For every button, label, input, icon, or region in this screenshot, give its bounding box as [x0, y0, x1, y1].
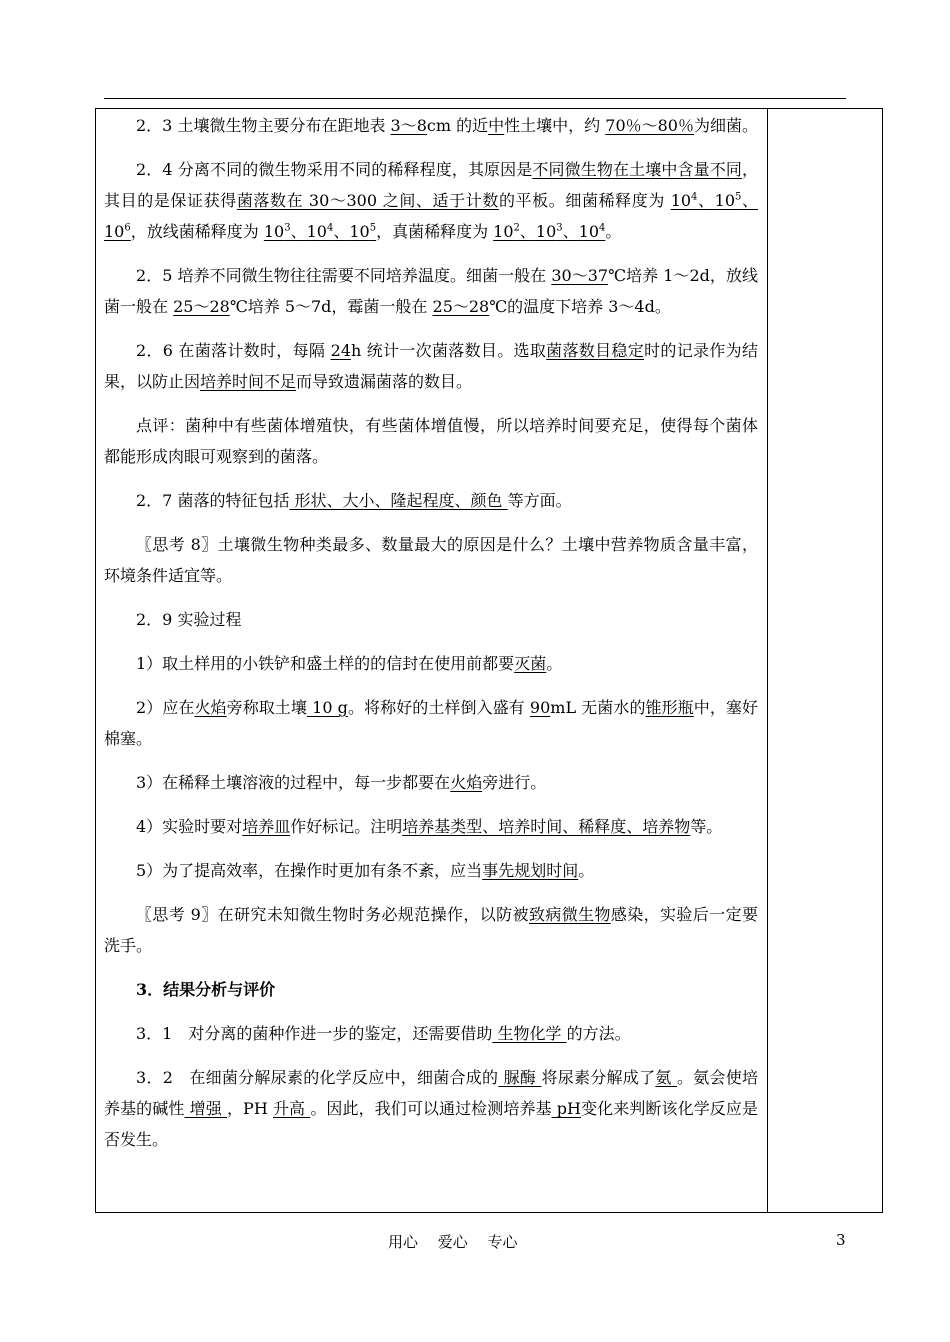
answer-blank: 、	[519, 222, 536, 241]
text-run: 2．5 培养不同微生物往往需要不同培养温度。细菌一般在	[136, 266, 552, 285]
answer-blank: 、	[562, 222, 579, 241]
text-run: 的方法。	[566, 1024, 631, 1043]
text-run: 2．6 在菌落计数时，每隔	[136, 341, 331, 360]
answer-blank: 培养皿	[242, 817, 291, 836]
text-run: 〖思考 9〗在研究未知微生物时务必规范操作，以防被	[136, 905, 529, 924]
text-run: 2．4 分离不同的微生物采用不同的稀释程度，其原因是	[136, 160, 533, 179]
text-run: 而导致遗漏菌落的数目。	[296, 372, 473, 391]
answer-blank: 10	[306, 222, 327, 241]
answer-blank: 4	[599, 222, 606, 234]
answer-blank: 3～8	[390, 116, 427, 135]
text-run: 。	[578, 861, 595, 880]
text-run: ，PH	[226, 1099, 273, 1118]
paragraph-p25	[104, 260, 758, 322]
text-run: 作好标记。注明	[290, 817, 403, 836]
answer-blank: 70％～80％	[605, 116, 694, 135]
text-run: ，真菌稀释度为	[376, 222, 494, 241]
answer-blank: 培养基类型、培养时间、稀释度、培养物	[402, 817, 691, 836]
text-run: ℃的温度下培养 3～4d。	[489, 297, 671, 316]
text-run: 感染，实验后一定要洗手。	[104, 905, 758, 955]
paragraph-p31	[104, 1018, 758, 1049]
text-run: 4）实验时要对	[136, 817, 243, 836]
text-run: 点评：菌种中有些菌体增殖快，有些菌体增值慢，所以培养时间要充足，使得每个菌体都能形成肉眼可观察到的菌落。	[104, 416, 758, 466]
answer-blank: 24	[330, 341, 351, 360]
text-run: h 统计一次菌落数目。选取	[351, 341, 547, 360]
answer-blank: 锥形瓶	[645, 698, 694, 717]
paragraph-p29	[104, 604, 758, 635]
answer-blank: 形状、大小、隆起程度、颜色	[289, 491, 508, 510]
answer-blank: 3	[556, 222, 563, 234]
paragraph-s3	[104, 767, 758, 798]
answer-blank: 3	[284, 222, 291, 234]
paragraph-p32	[104, 1062, 758, 1155]
answer-blank: 10	[535, 222, 557, 241]
answer-blank: 25～28	[432, 297, 490, 316]
text-run: 1）取土样用的小铁铲和盛土样的的信封在使用前都要	[136, 654, 515, 673]
answer-blank: 5	[735, 191, 742, 203]
answer-blank: 10	[714, 191, 735, 210]
text-run: cm 的近	[426, 116, 489, 135]
document-body	[104, 110, 758, 1168]
text-run: 。因此，我们可以通过检测培养基	[310, 1099, 552, 1118]
answer-blank: 致病微生物	[528, 905, 611, 924]
text-run: 为细菌。	[694, 116, 759, 135]
answer-blank: 火焰	[450, 773, 483, 792]
text-run: 〖思考 8〗土壤微生物种类最多、数量最大的原因是什么？土壤中营养物质含量丰富，环境条件适宜等。	[104, 535, 758, 585]
answer-blank: 、	[290, 222, 307, 241]
answer-blank: 4	[326, 222, 334, 234]
text-run: 性土壤中，约	[504, 116, 606, 135]
text-run: 。氨会使培养基的碱性	[104, 1068, 758, 1118]
answer-blank: 10	[349, 222, 370, 241]
answer-blank: 5	[369, 222, 377, 234]
text-run: 等。	[690, 817, 723, 836]
answer-blank: 90	[529, 698, 551, 717]
text-run: 2）应在	[136, 698, 195, 717]
text-run: 。	[605, 222, 622, 241]
answer-blank: 增强	[184, 1099, 227, 1118]
table-column-divider	[767, 108, 768, 1213]
text-run: 中，塞好棉塞。	[104, 698, 758, 748]
answer-blank: 事先规划时间	[482, 861, 579, 880]
answer-blank: 灭菌	[514, 654, 547, 673]
header-rule	[104, 98, 846, 99]
text-run: 2．3 土壤微生物主要分布在距地表	[136, 116, 391, 135]
page-number: 3	[836, 1231, 846, 1249]
answer-blank: 培养时间不足	[200, 372, 297, 391]
text-run: 3．2 在细菌分解尿素的化学反应中，细菌合成的	[136, 1068, 499, 1087]
answer-blank: 4	[691, 191, 698, 203]
text-run: 变化来判断该化学反应是否发生。	[104, 1099, 758, 1149]
answer-blank: 10	[104, 222, 125, 241]
answer-blank: 、	[697, 191, 715, 210]
answer-blank: 30～37	[551, 266, 609, 285]
text-run: 2．7 菌落的特征包括	[136, 491, 290, 510]
text-run: 2．9 实验过程	[136, 610, 242, 629]
text-run: 旁进行。	[482, 773, 547, 792]
text-run: 的平板。细菌稀释度为	[498, 191, 671, 210]
paragraph-p23	[104, 110, 758, 141]
text-run: mL 无菌水的	[550, 698, 646, 717]
text-run: ℃培养 1～2d，放线菌一般在	[104, 266, 758, 316]
answer-blank: 10	[263, 222, 285, 241]
answer-blank: pH	[551, 1099, 581, 1118]
text-run: 5）为了提高效率，在操作时更加有条不紊，应当	[136, 861, 483, 880]
answer-blank: 2	[513, 222, 520, 234]
text-run: 3．1 对分离的菌种作进一步的鉴定，还需要借助	[136, 1024, 493, 1043]
paragraph-comment	[104, 410, 758, 472]
paragraph-think9	[104, 899, 758, 961]
answer-blank: 菌落数目稳定	[546, 341, 645, 360]
answer-blank: 25～28	[173, 297, 230, 316]
paragraph-p24	[104, 154, 758, 247]
paragraph-p27	[104, 485, 758, 516]
text-run: 将尿素分解成了	[541, 1068, 656, 1087]
paragraph-s5	[104, 855, 758, 886]
answer-blank: 脲酶	[498, 1068, 542, 1087]
paragraph-p26	[104, 335, 758, 397]
text-run: ℃培养 5～7d，霉菌一般在	[229, 297, 433, 316]
answer-blank: 10	[578, 222, 600, 241]
answer-blank: 6	[124, 222, 131, 234]
answer-blank: 不同微生物在土壤中含量不同	[532, 160, 742, 179]
answer-blank: 生物化学	[492, 1024, 567, 1043]
text-run: 时的记录作为结果，以防止因	[104, 341, 758, 391]
text-run: 。将称好的土样倒入盛有	[347, 698, 530, 717]
text-run: 旁称取土壤	[226, 698, 307, 717]
answer-blank: 氨	[655, 1068, 677, 1087]
text-run: ，其目的是保证获得	[104, 160, 758, 210]
paragraph-think8	[104, 529, 758, 591]
answer-blank: 中	[488, 116, 505, 135]
text-run: ，放线菌稀释度为	[130, 222, 264, 241]
answer-blank: 菌落数在 30～300 之间、适于计数	[236, 191, 499, 210]
answer-blank: 、	[333, 222, 350, 241]
answer-blank: 升高	[272, 1099, 311, 1118]
answer-blank: 10 g	[306, 698, 348, 717]
paragraph-s1	[104, 648, 758, 679]
text-run: 3．结果分析与评价	[136, 980, 276, 999]
paragraph-h3	[104, 974, 758, 1005]
paragraph-s2	[104, 692, 758, 754]
answer-blank: 10	[493, 222, 514, 241]
footer-motto: 用心 爱心 专心	[388, 1233, 518, 1251]
answer-blank: 火焰	[194, 698, 227, 717]
answer-blank: 、	[741, 191, 758, 210]
text-run: 等方面。	[507, 491, 572, 510]
answer-blank: 10	[670, 191, 692, 210]
paragraph-s4	[104, 811, 758, 842]
text-run: 。	[546, 654, 563, 673]
text-run: 3）在稀释土壤溶液的过程中，每一步都要在	[136, 773, 451, 792]
